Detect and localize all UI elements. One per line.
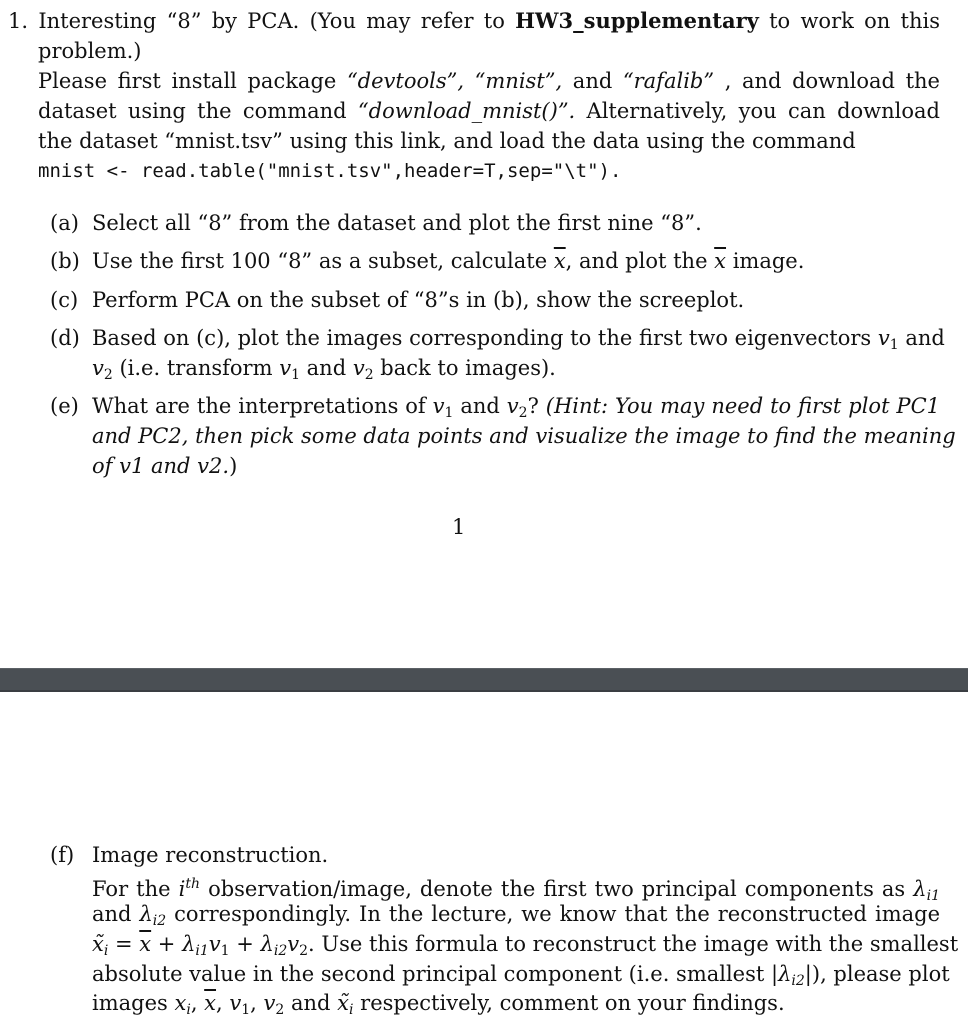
v1-symbol: v [279, 356, 292, 380]
part-f-text: For the [92, 877, 179, 901]
part-f-text-4-end: ), please plot [811, 962, 950, 986]
part-c-label: (c) [50, 288, 79, 312]
th-superscript: th [185, 876, 200, 892]
lambda-symbol: λ [139, 902, 153, 926]
hint-close: ) [229, 454, 238, 478]
part-e-line-2: and PC2, then pick some data points and visualize the image to find the meaning [92, 424, 956, 448]
hint-text: (Hint: You may need to first plot PC1 [545, 394, 940, 418]
image-list: $x_i$, $\overline{x}$, $v_1$, $v_2$ and $x̃_i$ [174, 991, 354, 1018]
package-rafalib: “rafalib” [622, 69, 715, 93]
part-b-text-end: image. [726, 249, 805, 273]
part-d-and: and [898, 326, 945, 350]
title-text: Interesting “8” by PCA. (You may refer to [38, 9, 516, 33]
v2-symbol: v [506, 394, 519, 418]
part-b-label: (b) [50, 249, 80, 273]
intro-text: dataset using the command [38, 99, 358, 123]
page-number: 1 [452, 515, 466, 539]
part-d-line-1: Based on (c), plot the images corresponding to the first two eigenvectors $v_1$ and [92, 326, 945, 353]
part-e-text: What are the interpretations of [92, 394, 433, 418]
part-e-line-1: What are the interpretations of $v_1$ and $v_2$? (Hint: You may need to first plot PC1 [92, 394, 940, 421]
lambda-symbol: λ [913, 877, 927, 901]
intro-text-end: Alternatively, you can download [575, 99, 940, 123]
part-d-text-end: back to images). [373, 356, 556, 380]
lambda-symbol: λ [182, 932, 196, 956]
part-f-text-5-end: respectively, comment on your findings. [353, 991, 785, 1015]
v1-symbol: v [877, 326, 890, 350]
v2-symbol: v [352, 356, 365, 380]
part-f-text: and [92, 902, 140, 926]
v1-symbol: v [432, 394, 445, 418]
problem-heading-line2: problem.) [38, 39, 142, 63]
x-bar-symbol: $\overline{x}$ [553, 249, 566, 273]
part-f-text-4: absolute value in the second principal component (i.e. smallest [92, 962, 772, 986]
part-f-text-2: correspondingly. In the lecture, we know that the reconstructed image [166, 902, 941, 926]
intro-text-end: , and download the [714, 69, 940, 93]
part-b-text-mid: , and plot the [565, 249, 715, 273]
part-f-line-4: absolute value in the second principal component (i.e. smallest $|\lambda_{i2}|$), please plot [92, 962, 950, 989]
lambda-symbol: λ [260, 932, 274, 956]
x-bar-symbol: $\overline{x}$ [714, 249, 727, 273]
problem-number: 1. [8, 9, 29, 33]
read-table-code: mnist <- read.table("mnist.tsv",header=T,sep="\t"). [38, 160, 622, 182]
intro-text: Please first install package [38, 69, 347, 93]
part-d-label: (d) [50, 326, 80, 350]
part-a-label: (a) [50, 211, 79, 235]
title-text-end: to work on this [758, 9, 940, 33]
part-e-label: (e) [50, 394, 79, 418]
part-b-text-start: Use the first 100 “8” as a subset, calculate [92, 249, 554, 273]
lambda-symbol: λ [778, 962, 792, 986]
part-e-question: ? [527, 394, 546, 418]
part-f-line-2: and $\lambda_{i2}$ correspondingly. In the lecture, we know that the reconstructed image [92, 902, 941, 929]
part-d-line-2: $v_2$ (i.e. transform $v_1$ and $v_2$ back to images). [92, 356, 556, 383]
supplementary-reference: HW3_supplementary [515, 8, 759, 33]
download-command: “download_mnist()”. [357, 99, 576, 123]
part-f-line-5 [92, 988, 785, 1025]
package-mnist: “mnist”, [474, 69, 563, 93]
part-c-text: Perform PCA on the subset of “8”s in (b), show the screeplot. [92, 288, 745, 312]
intro-line-2 [38, 96, 940, 126]
part-d-text-2: (i.e. transform [112, 356, 280, 380]
page-divider [0, 668, 968, 690]
intro-and: and [562, 69, 623, 93]
part-f-heading: Image reconstruction. [92, 843, 329, 867]
part-d-text: Based on (c), plot the images corresponding to the first two eigenvectors [92, 326, 878, 350]
intro-line-3: the dataset “mnist.tsv” using this link, and load the data using the command [38, 129, 856, 153]
part-f-label: (f) [50, 843, 75, 867]
reconstruction-formula: $x̃_i = \overline{x} + \lambda_{i1}v_1 + \lambda_{i2}v_2$ [92, 932, 309, 959]
v2-symbol: v [92, 356, 104, 380]
part-f-text-2: observation/image, denote the first two principal components as [200, 877, 914, 901]
part-b-text [92, 246, 804, 276]
i-symbol: i [178, 877, 186, 901]
intro-line-1 [38, 66, 940, 96]
package-devtools: “devtools”, [346, 69, 465, 93]
part-a-text: Select all “8” from the dataset and plot the first nine “8”. [92, 211, 702, 235]
part-f-line-1: For the $i^{th}$ observation/image, denote the first two principal components as $\lambda_{i1}$ [92, 876, 940, 904]
part-f-text-5: images [92, 991, 175, 1015]
part-f-text-3: . Use this formula to reconstruct the image with the smallest [308, 932, 959, 956]
part-e-line-3 [92, 451, 237, 481]
hint-text-end: of v1 and v2. [92, 454, 230, 478]
problem-heading [8, 6, 940, 36]
